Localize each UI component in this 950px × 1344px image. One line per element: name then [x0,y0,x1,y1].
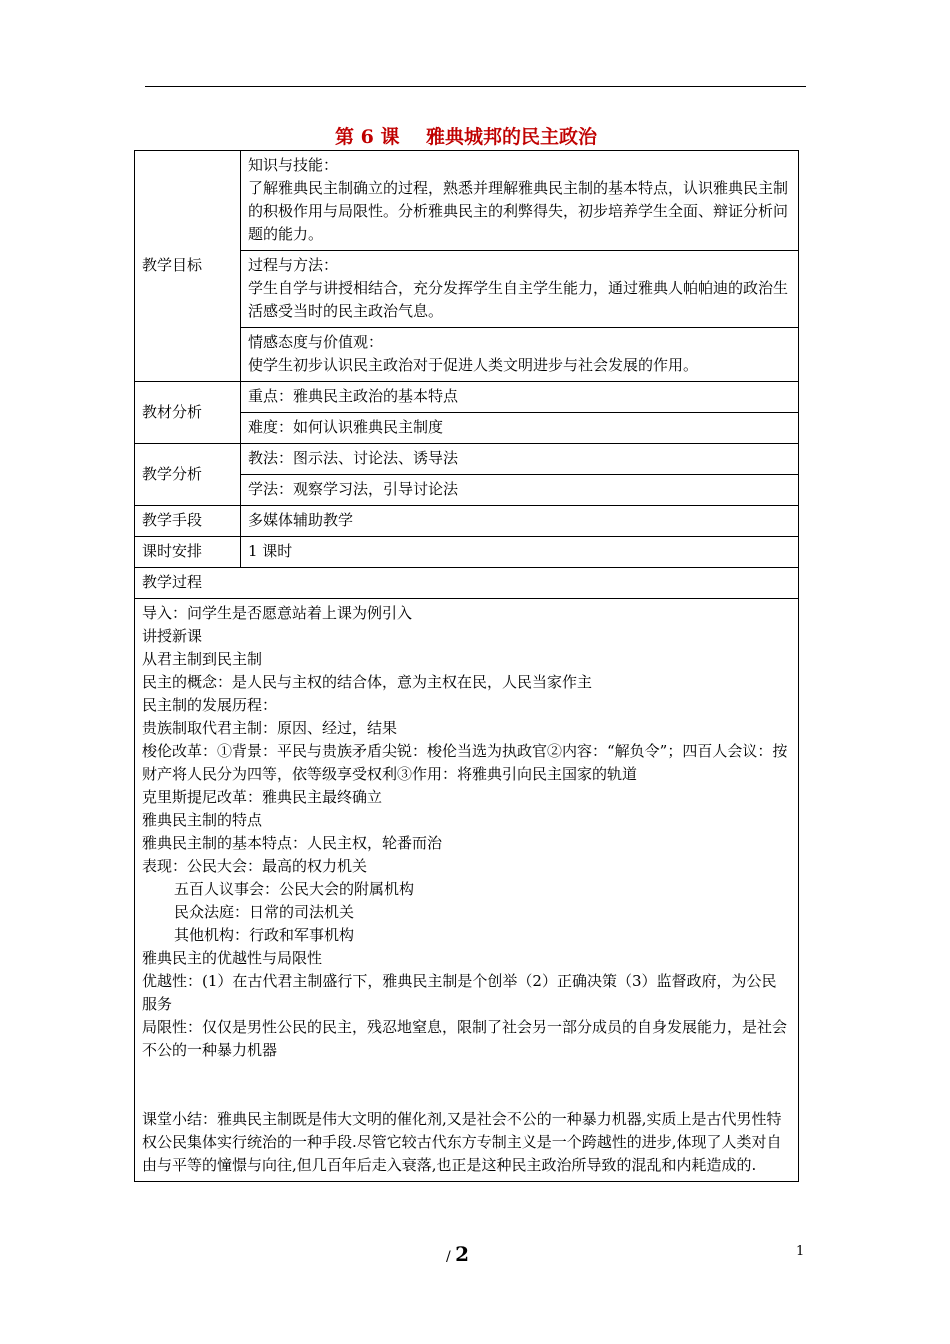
process-line: 局限性：仅仅是男性公民的民主，残忍地窒息，限制了社会另一部分成员的自身发展能力，是社会不公的一种暴力机器 [142,1018,788,1059]
process-line: 雅典民主制的基本特点：人民主权，轮番而治 [142,834,443,852]
process-line: 民主制的发展历程： [142,696,278,714]
process-line: 其他机构：行政和军事机构 [174,926,355,944]
process-line: 克里斯提尼改革：雅典民主最终确立 [142,788,383,806]
means-label: 教学手段 [135,506,241,537]
hours-row [135,537,799,568]
page-total: 2 [455,1242,470,1266]
process-line: 优越性：(1）在古代君主制盛行下，雅典民主制是个创举（2）正确决策（3）监督政府，为公民服务 [142,972,777,1013]
objectives-knowledge-row [135,151,799,251]
page-number: 1 [796,1244,805,1259]
summary-paragraph: 课堂小结：雅典民主制既是伟大文明的催化剂,又是社会不公的一种暴力机器,实质上是古代男性特权公民集体实行统治的一种手段.尽管它较古代东方专制主义是一个跨越性的进步,体现了人类对自由与平等的憧憬与向往,但几百年后走入衰落,也正是这种民主政治所导致的混乱和内耗造成的. [142,1110,782,1174]
knowledge-text: 了解雅典民主制确立的过程，熟悉并理解雅典民主制的基本特点，认识雅典民主制的积极作用与局限性。分析雅典民主的利弊得失，初步培养学生全面、辩证分析问题的能力。 [248,179,789,243]
emotion-text: 使学生初步认识民主政治对于促进人类文明进步与社会发展的作用。 [248,356,699,374]
lesson-plan-table [134,150,799,1182]
page-title: 第 6 课 雅典城邦的民主政治 [335,126,597,148]
knowledge-heading: 知识与技能： [248,156,339,174]
method-learn-cell: 学法：观察学习法，引导讨论法 [241,475,799,506]
process-content [135,599,799,1182]
material-difficulty-cell: 难度：如何认识雅典民主制度 [241,413,799,444]
objectives-process-cell [241,251,799,328]
process-heading: 过程与方法： [248,256,339,274]
page-count [446,1242,469,1266]
method-teach-cell: 教法：图示法、讨论法、诱导法 [241,444,799,475]
method-teach-row [135,444,799,475]
process-line: 五百人议事会：公民大会的附属机构 [174,880,415,898]
material-key-row [135,382,799,413]
process-line: 雅典民主的优越性与局限性 [142,949,323,967]
emotion-heading: 情感态度与价值观： [248,333,384,351]
process-line: 表现：公民大会：最高的权力机关 [142,857,368,875]
process-line: 梭伦改革：①背景：平民与贵族矛盾尖锐：梭伦当选为执政官②内容：“解负令”；四百人会议：按财产将人民分为四等，依等级享受权利③作用：将雅典引向民主国家的轨道 [142,742,788,783]
process-text: 学生自学与讲授相结合，充分发挥学生自主学生能力，通过雅典人帕帕迪的政治生活感受当时的民主政治气息。 [248,279,789,320]
means-row [135,506,799,537]
process-label: 教学过程 [135,568,799,599]
process-line: 导入：问学生是否愿意站着上课为例引入 [142,604,413,622]
method-label: 教学分析 [135,444,241,506]
objectives-label: 教学目标 [135,151,241,382]
means-value: 多媒体辅助教学 [241,506,799,537]
objectives-knowledge-cell [241,151,799,251]
hours-label: 课时安排 [135,537,241,568]
page-count-prefix: / [446,1249,456,1265]
hours-value: 1 课时 [241,537,799,568]
process-line: 贵族制取代君主制：原因、经过，结果 [142,719,398,737]
process-content-row [135,599,799,1182]
header-rule [145,86,806,87]
process-line: 民主的概念：是人民与主权的结合体，意为主权在民，人民当家作主 [142,673,593,691]
blank-line [142,1062,791,1108]
process-line: 雅典民主制的特点 [142,811,263,829]
process-line: 从君主制到民主制 [142,650,263,668]
process-line: 民众法庭：日常的司法机关 [174,903,355,921]
objectives-emotion-cell [241,328,799,382]
material-key-cell: 重点：雅典民主政治的基本特点 [241,382,799,413]
process-label-row [135,568,799,599]
material-label: 教材分析 [135,382,241,444]
process-line: 讲授新课 [142,627,203,645]
